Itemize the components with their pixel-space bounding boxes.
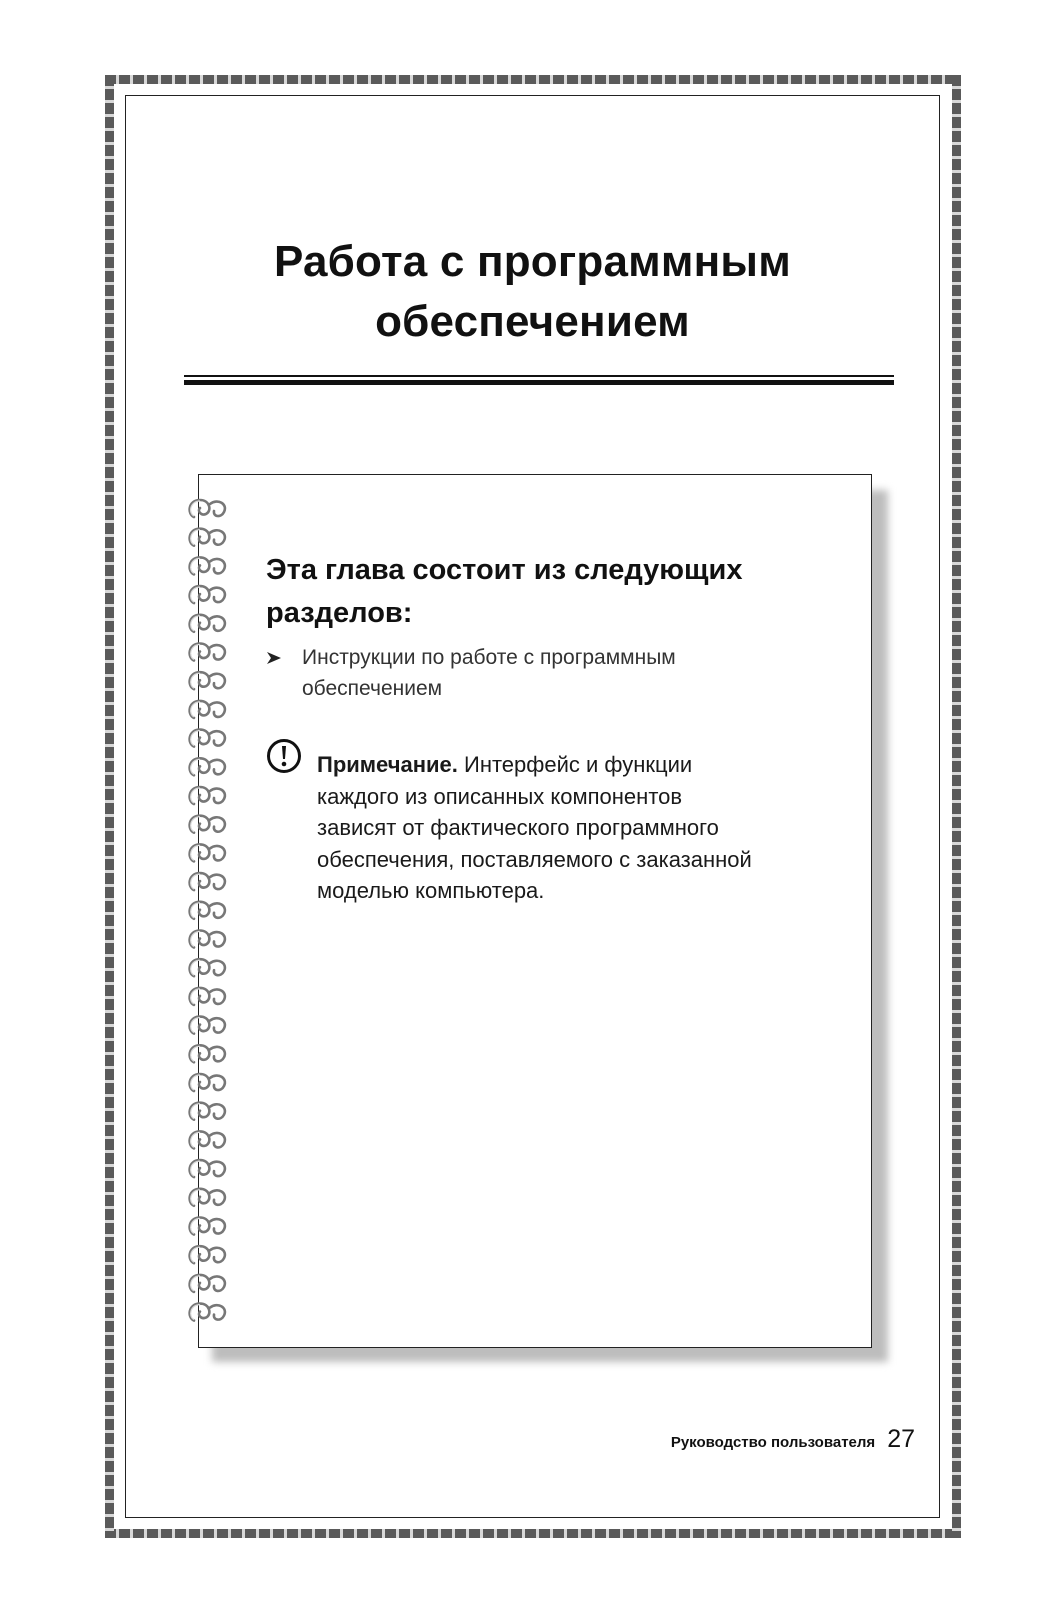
spiral-ring [190,644,225,661]
spiral-ring [190,959,225,976]
spiral-ring [190,758,225,775]
note-label: Примечание. [317,752,458,777]
spiral-ring [190,873,225,890]
spiral-ring [190,586,225,603]
spiral-ring [190,500,225,517]
note-line-3: зависят от фактического программного [317,815,719,840]
spiral-ring [190,1131,225,1148]
note-line-2: каждого из описанных компонентов [317,783,683,809]
title-rule-thin [184,375,894,377]
note-line-1 [317,749,837,781]
exclamation-circle-icon [266,738,302,774]
spiral-ring [190,787,225,804]
list-item [266,642,766,704]
list-item-line-2: обеспечением [302,677,443,700]
title-rule-thick [184,380,894,385]
page-number: 27 [887,1425,915,1453]
spiral-ring [190,1304,225,1321]
spiral-ring [190,816,225,833]
spiral-ring [190,529,225,546]
sections-heading [266,549,826,635]
spiral-ring [190,672,225,689]
chapter-title-line-2: обеспечением [375,297,690,346]
spiral-ring [190,1074,225,1091]
spiral-ring [190,1017,225,1034]
frame-border-top [105,75,961,84]
frame-border-bottom [105,1529,961,1538]
spiral-ring [190,701,225,718]
sections-heading-line-1: Эта глава состоит из следующих [266,554,743,586]
spiral-ring [190,1103,225,1120]
frame-border-right [952,75,961,1538]
note-line-1-text: Интерфейс и функции [457,752,693,777]
spiral-ring [190,1160,225,1177]
spiral-ring [190,1189,225,1206]
spiral-ring [190,557,225,574]
note-line-5: моделью компьютера. [317,878,545,903]
spiral-ring [190,1218,225,1235]
spiral-ring [190,730,225,747]
chapter-title-line-1: Работа с программным [274,237,791,286]
chapter-title [125,232,940,352]
spiral-ring [190,1275,225,1292]
arrowhead-icon [266,642,286,665]
spiral-ring [190,988,225,1005]
spiral-ring [190,844,225,861]
note-line-4: обеспечения, поставляемого с заказанной [317,846,752,872]
footer-guide-label: Руководство пользователя [670,1434,876,1451]
spiral-binding-graphic [186,496,230,1336]
spiral-ring [190,902,225,919]
spiral-ring [190,931,225,948]
spiral-ring [190,1246,225,1263]
sections-heading-line-2: разделов: [266,597,413,629]
note-text [317,749,837,907]
page-footer [560,1425,915,1454]
list-item-link[interactable] [302,642,766,704]
spiral-ring [190,615,225,632]
frame-border-left [105,75,114,1538]
spiral-binding [186,496,230,1336]
list-item-line-1: Инструкции по работе с программным [302,646,676,669]
spiral-ring [190,1045,225,1062]
